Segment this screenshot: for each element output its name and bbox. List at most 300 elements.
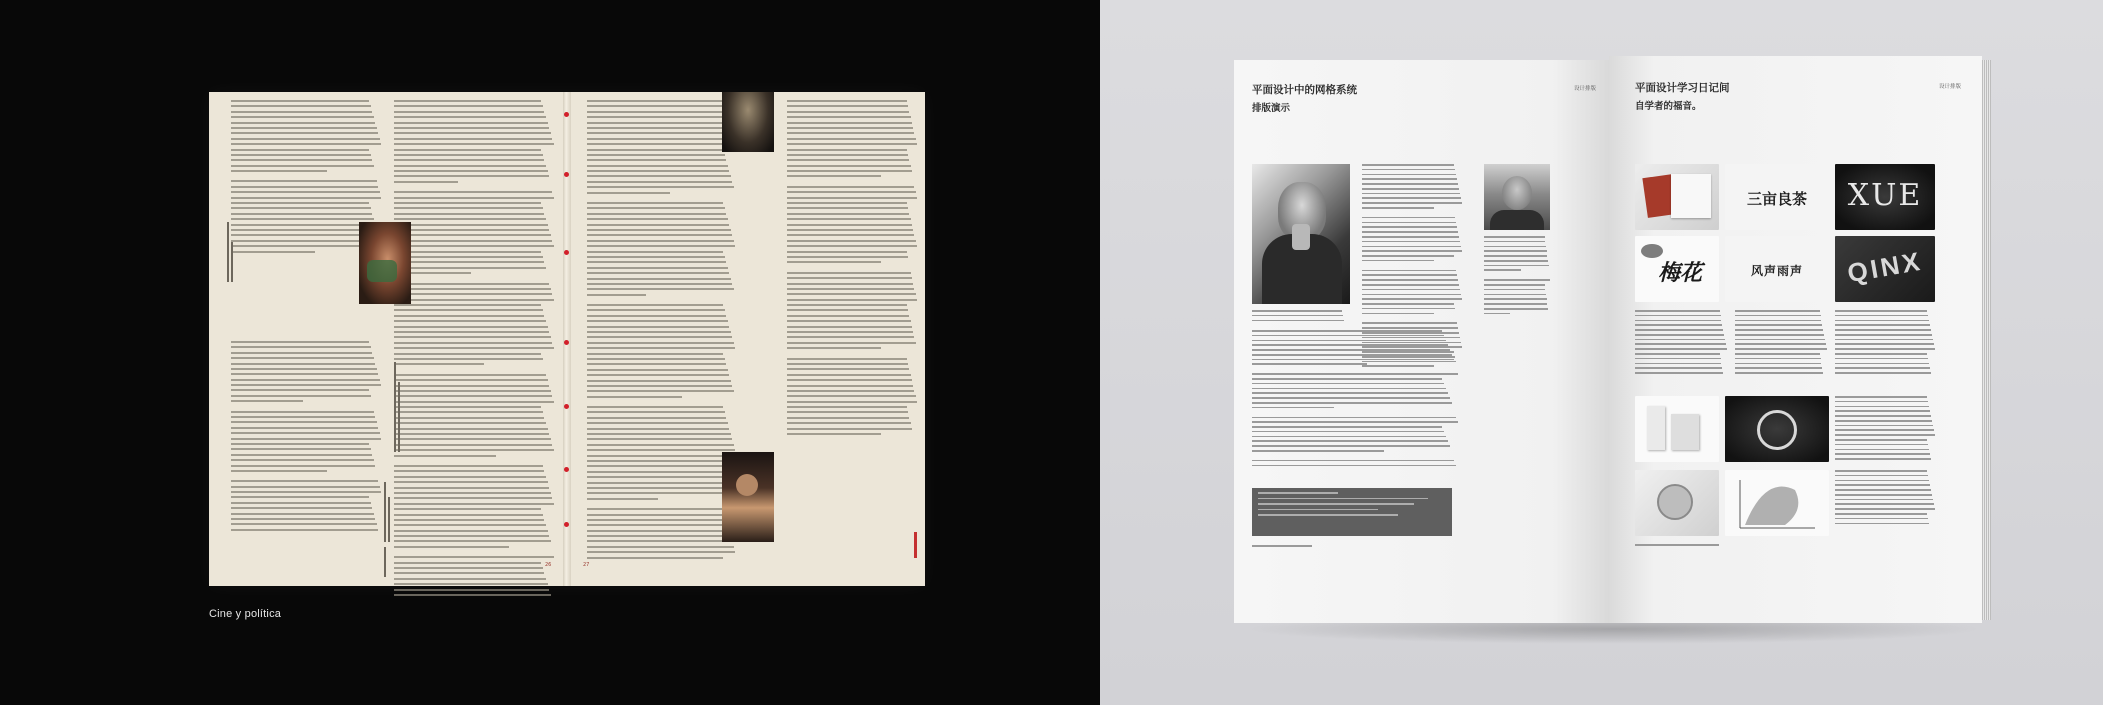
text-line <box>1362 298 1462 300</box>
text-line <box>231 448 371 450</box>
text-line <box>787 390 914 392</box>
text-line <box>787 234 914 236</box>
spectrum-chart-tile <box>1725 470 1829 536</box>
text-line <box>394 326 548 328</box>
text-line <box>231 480 378 482</box>
text-line <box>787 191 916 193</box>
text-line <box>231 523 377 525</box>
text-line <box>231 491 381 493</box>
text-line <box>1735 348 1827 350</box>
text-line <box>787 277 912 279</box>
panel-caption: Cine y política <box>209 608 282 620</box>
text-line <box>231 486 380 488</box>
text-line <box>587 149 723 151</box>
text-line <box>787 116 911 118</box>
tea-logo: 三亩良茶 <box>1746 190 1807 208</box>
gradient-curve-icon <box>1725 470 1829 536</box>
text-line <box>1835 470 1927 472</box>
text-line <box>587 326 729 328</box>
text-line <box>587 358 725 360</box>
text-line <box>394 497 552 499</box>
text-line <box>787 299 917 301</box>
page-number-right: 27 <box>583 562 590 568</box>
text-line <box>587 202 723 204</box>
text-line <box>1362 222 1456 224</box>
text-column <box>1835 396 1935 463</box>
text-line <box>394 465 543 467</box>
text-line <box>787 122 912 124</box>
portrait-photo <box>1484 164 1550 230</box>
text-line <box>787 154 908 156</box>
text-line <box>787 197 917 199</box>
text-line <box>587 342 734 344</box>
text-line <box>587 546 734 548</box>
text-line <box>787 105 908 107</box>
text-line <box>231 240 380 242</box>
text-line <box>587 530 729 532</box>
text-line <box>587 540 732 542</box>
text-line <box>1484 241 1545 243</box>
text-line <box>394 175 549 177</box>
text-line <box>587 181 732 183</box>
page-subtitle: 排版演示 <box>1252 103 1291 114</box>
text-line <box>231 459 374 461</box>
text-line <box>587 224 729 226</box>
text-line <box>394 159 544 161</box>
text-line <box>587 132 732 134</box>
text-line <box>787 111 909 113</box>
text-line <box>394 224 548 226</box>
text-line <box>1735 363 1821 365</box>
text-column <box>1635 310 1727 377</box>
text-line <box>1735 343 1826 345</box>
binding-dot <box>564 340 569 345</box>
text-line <box>587 406 723 408</box>
text-line <box>394 514 543 516</box>
text-line <box>394 401 554 403</box>
text-line <box>1835 363 1929 365</box>
text-line <box>587 186 734 188</box>
text-line <box>787 368 909 370</box>
text-line <box>231 186 378 188</box>
calligraphy-logo: 风声雨声 <box>1750 264 1803 278</box>
text-line <box>587 374 729 376</box>
text-line <box>1835 484 1930 486</box>
text-line <box>394 347 554 349</box>
text-line <box>231 529 378 531</box>
text-line <box>394 229 549 231</box>
text-line <box>787 363 908 365</box>
text-line <box>787 406 907 408</box>
text-line <box>587 111 726 113</box>
text-line <box>1362 327 1458 329</box>
text-line <box>1484 298 1547 300</box>
text-line <box>787 320 911 322</box>
text-line <box>1484 303 1547 305</box>
text-line <box>1835 320 1929 322</box>
text-line <box>1362 284 1459 286</box>
text-line <box>787 143 917 145</box>
text-line <box>587 267 728 269</box>
text-line <box>394 309 543 311</box>
text-line <box>231 197 381 199</box>
text-line <box>587 519 726 521</box>
text-line <box>587 428 729 430</box>
text-line <box>587 251 723 253</box>
text-line <box>1635 358 1721 360</box>
text-line <box>231 363 375 365</box>
text-line <box>587 417 726 419</box>
text-line <box>587 218 728 220</box>
text-line <box>1635 315 1721 317</box>
text-line <box>1835 315 1928 317</box>
text-line <box>1835 453 1930 455</box>
text-line <box>1484 279 1550 281</box>
text-line <box>231 191 380 193</box>
text-line <box>231 427 378 429</box>
text-line <box>394 240 552 242</box>
calligraphy-logo-tile <box>1725 236 1829 302</box>
text-line <box>394 444 552 446</box>
text-line <box>587 127 731 129</box>
text-line <box>587 508 723 510</box>
text-line <box>787 229 913 231</box>
text-line <box>1252 340 1446 342</box>
text-line <box>394 562 541 564</box>
text-line <box>1362 241 1460 243</box>
text-line <box>587 460 725 462</box>
text-line <box>587 207 725 209</box>
text-line <box>1835 439 1927 441</box>
text-line <box>231 229 377 231</box>
text-column <box>394 100 554 599</box>
text-line <box>394 288 551 290</box>
text-line <box>394 116 546 118</box>
text-line <box>787 175 881 177</box>
text-line <box>231 251 315 253</box>
text-line <box>1484 255 1547 257</box>
text-line <box>231 341 369 343</box>
text-line <box>231 149 369 151</box>
text-line <box>787 379 912 381</box>
text-line <box>1362 246 1461 248</box>
text-line <box>231 470 327 472</box>
text-line <box>787 401 917 403</box>
xue-logo: XUE <box>1847 178 1923 213</box>
text-line <box>787 433 881 435</box>
text-line <box>1484 308 1548 310</box>
text-line <box>587 449 735 451</box>
text-line <box>1252 388 1446 390</box>
text-line <box>394 417 544 419</box>
binding-dot <box>564 172 569 177</box>
text-column <box>587 100 735 562</box>
text-line <box>1362 303 1454 305</box>
seal-mockup-tile <box>1635 470 1719 536</box>
text-column <box>1252 330 1458 469</box>
text-line <box>1635 329 1723 331</box>
text-line <box>587 159 726 161</box>
text-line <box>787 245 917 247</box>
text-line <box>1635 324 1722 326</box>
page-title: 平面设计学习日记间 <box>1635 82 1730 94</box>
text-line <box>231 357 374 359</box>
text-line <box>1835 372 1931 374</box>
text-line <box>231 496 369 498</box>
text-line <box>394 197 554 199</box>
text-line <box>394 149 541 151</box>
text-line <box>1635 372 1723 374</box>
text-line <box>587 315 726 317</box>
text-line <box>231 352 372 354</box>
text-line <box>394 218 546 220</box>
text-line <box>394 428 548 430</box>
text-line <box>587 411 725 413</box>
text-line <box>231 213 372 215</box>
text-line <box>587 433 731 435</box>
text-line <box>1835 353 1927 355</box>
text-line <box>1252 392 1448 394</box>
text-line <box>394 299 554 301</box>
text-line <box>787 207 908 209</box>
text-line <box>394 589 549 591</box>
text-line <box>1362 226 1457 228</box>
text-line <box>394 207 543 209</box>
text-line <box>1835 343 1934 345</box>
text-line <box>787 315 909 317</box>
text-line <box>1835 444 1928 446</box>
text-line <box>587 122 729 124</box>
text-line <box>1362 322 1457 324</box>
text-line <box>1735 310 1820 312</box>
text-line <box>394 578 546 580</box>
text-line <box>787 159 909 161</box>
text-line <box>1252 320 1344 322</box>
text-line <box>787 288 914 290</box>
text-line <box>587 304 723 306</box>
text-line <box>587 455 723 457</box>
text-line <box>587 138 734 140</box>
text-line <box>1835 396 1927 398</box>
text-line <box>394 100 541 102</box>
text-line <box>587 272 729 274</box>
text-line <box>394 213 544 215</box>
text-line <box>1735 372 1823 374</box>
text-line <box>1735 339 1825 341</box>
text-line <box>1252 330 1442 332</box>
text-line <box>1735 334 1824 336</box>
text-line <box>587 192 670 194</box>
vertical-caption <box>227 222 237 282</box>
text-line <box>394 487 549 489</box>
text-line <box>394 342 552 344</box>
caption-lines <box>1252 310 1350 324</box>
vertical-caption <box>384 482 394 542</box>
text-line <box>1835 523 1929 525</box>
text-line <box>1484 289 1545 291</box>
text-line <box>787 256 908 258</box>
text-line <box>1835 518 1928 520</box>
text-line <box>1252 310 1342 312</box>
portrait-photo <box>1252 164 1350 304</box>
text-line <box>1362 174 1456 176</box>
text-line <box>231 373 378 375</box>
text-line <box>394 433 549 435</box>
text-line <box>394 261 544 263</box>
text-line <box>1635 339 1725 341</box>
text-line <box>1252 431 1444 433</box>
text-line <box>394 251 541 253</box>
right-magazine-panel <box>1100 0 2103 705</box>
text-column <box>1735 310 1827 377</box>
text-line <box>1835 480 1929 482</box>
text-line <box>787 342 916 344</box>
text-line <box>787 170 912 172</box>
text-line <box>1252 383 1444 385</box>
text-line <box>787 149 907 151</box>
qinx-logo: QINX <box>1845 245 1925 289</box>
text-line <box>787 283 913 285</box>
text-line <box>787 240 916 242</box>
text-line <box>231 165 374 167</box>
text-line <box>231 116 374 118</box>
text-column <box>1835 310 1935 377</box>
text-line <box>787 261 881 263</box>
text-line <box>1835 499 1933 501</box>
text-line <box>1835 358 1928 360</box>
text-line <box>394 111 544 113</box>
text-line <box>587 498 658 500</box>
text-line <box>1735 315 1821 317</box>
text-line <box>231 518 375 520</box>
text-line <box>231 443 369 445</box>
text-line <box>394 293 552 295</box>
text-line <box>231 346 371 348</box>
text-line <box>587 444 734 446</box>
text-line <box>394 540 551 542</box>
red-vertical-mark <box>914 532 917 558</box>
text-line <box>587 256 725 258</box>
text-column <box>1484 236 1550 323</box>
text-line <box>394 524 546 526</box>
book-left-page <box>1234 60 1609 623</box>
text-line <box>231 100 369 102</box>
text-line <box>1735 329 1823 331</box>
text-line <box>587 154 725 156</box>
text-line <box>394 143 554 145</box>
text-line <box>231 379 380 381</box>
text-line <box>587 476 729 478</box>
text-line <box>394 385 549 387</box>
text-line <box>394 406 541 408</box>
text-line <box>787 213 909 215</box>
text-line <box>1252 349 1450 351</box>
text-line <box>1735 358 1821 360</box>
text-line <box>394 481 548 483</box>
text-line <box>1835 420 1932 422</box>
text-line <box>394 202 541 204</box>
page-title: 平面设计中的网格系统 <box>1252 84 1357 96</box>
text-line <box>1484 284 1545 286</box>
page-mark: 设计排版 <box>1574 86 1597 92</box>
text-line <box>1635 367 1722 369</box>
text-line <box>587 234 732 236</box>
text-line <box>587 213 726 215</box>
text-line <box>587 363 726 365</box>
text-line <box>587 347 735 349</box>
text-line <box>394 336 551 338</box>
text-line <box>394 304 541 306</box>
text-line <box>587 353 723 355</box>
text-line <box>394 267 546 269</box>
text-line <box>1362 188 1459 190</box>
text-line <box>1362 169 1455 171</box>
text-line <box>1362 197 1461 199</box>
text-line <box>1484 313 1510 315</box>
text-line <box>587 492 734 494</box>
text-line <box>1735 353 1820 355</box>
text-line <box>587 229 731 231</box>
text-line <box>587 438 732 440</box>
text-line <box>587 294 646 296</box>
text-line <box>231 465 375 467</box>
text-line <box>1635 310 1720 312</box>
text-line <box>1252 417 1456 419</box>
plum-logo-tile <box>1635 236 1719 302</box>
text-line <box>394 138 552 140</box>
text-line <box>787 165 911 167</box>
text-line <box>787 202 907 204</box>
text-line <box>1362 193 1460 195</box>
text-line <box>231 421 377 423</box>
text-line <box>1635 348 1727 350</box>
text-line <box>1735 320 1821 322</box>
text-line <box>1362 183 1458 185</box>
text-line <box>394 363 484 365</box>
open-book <box>1234 54 1984 627</box>
text-line <box>587 288 734 290</box>
text-line <box>394 165 546 167</box>
text-line <box>1835 429 1934 431</box>
text-line <box>1835 401 1928 403</box>
text-line <box>394 583 548 585</box>
film-still-photo <box>359 222 411 304</box>
text-line <box>1835 449 1929 451</box>
text-line <box>231 207 371 209</box>
text-line <box>787 304 907 306</box>
text-line <box>1252 363 1367 365</box>
text-line <box>231 202 369 204</box>
text-line <box>587 283 732 285</box>
text-line <box>1635 353 1720 355</box>
text-line <box>787 411 908 413</box>
text-line <box>587 245 735 247</box>
text-line <box>587 240 734 242</box>
text-line <box>787 395 916 397</box>
text-line <box>587 551 735 553</box>
text-line <box>787 417 909 419</box>
text-line <box>1484 265 1549 267</box>
text-line <box>231 180 377 182</box>
text-line <box>1252 436 1446 438</box>
text-line <box>1484 236 1545 238</box>
text-line <box>394 567 543 569</box>
text-line <box>231 132 378 134</box>
text-line <box>394 556 554 558</box>
vertical-caption <box>394 362 404 452</box>
text-line <box>1835 425 1933 427</box>
text-line <box>1835 348 1935 350</box>
